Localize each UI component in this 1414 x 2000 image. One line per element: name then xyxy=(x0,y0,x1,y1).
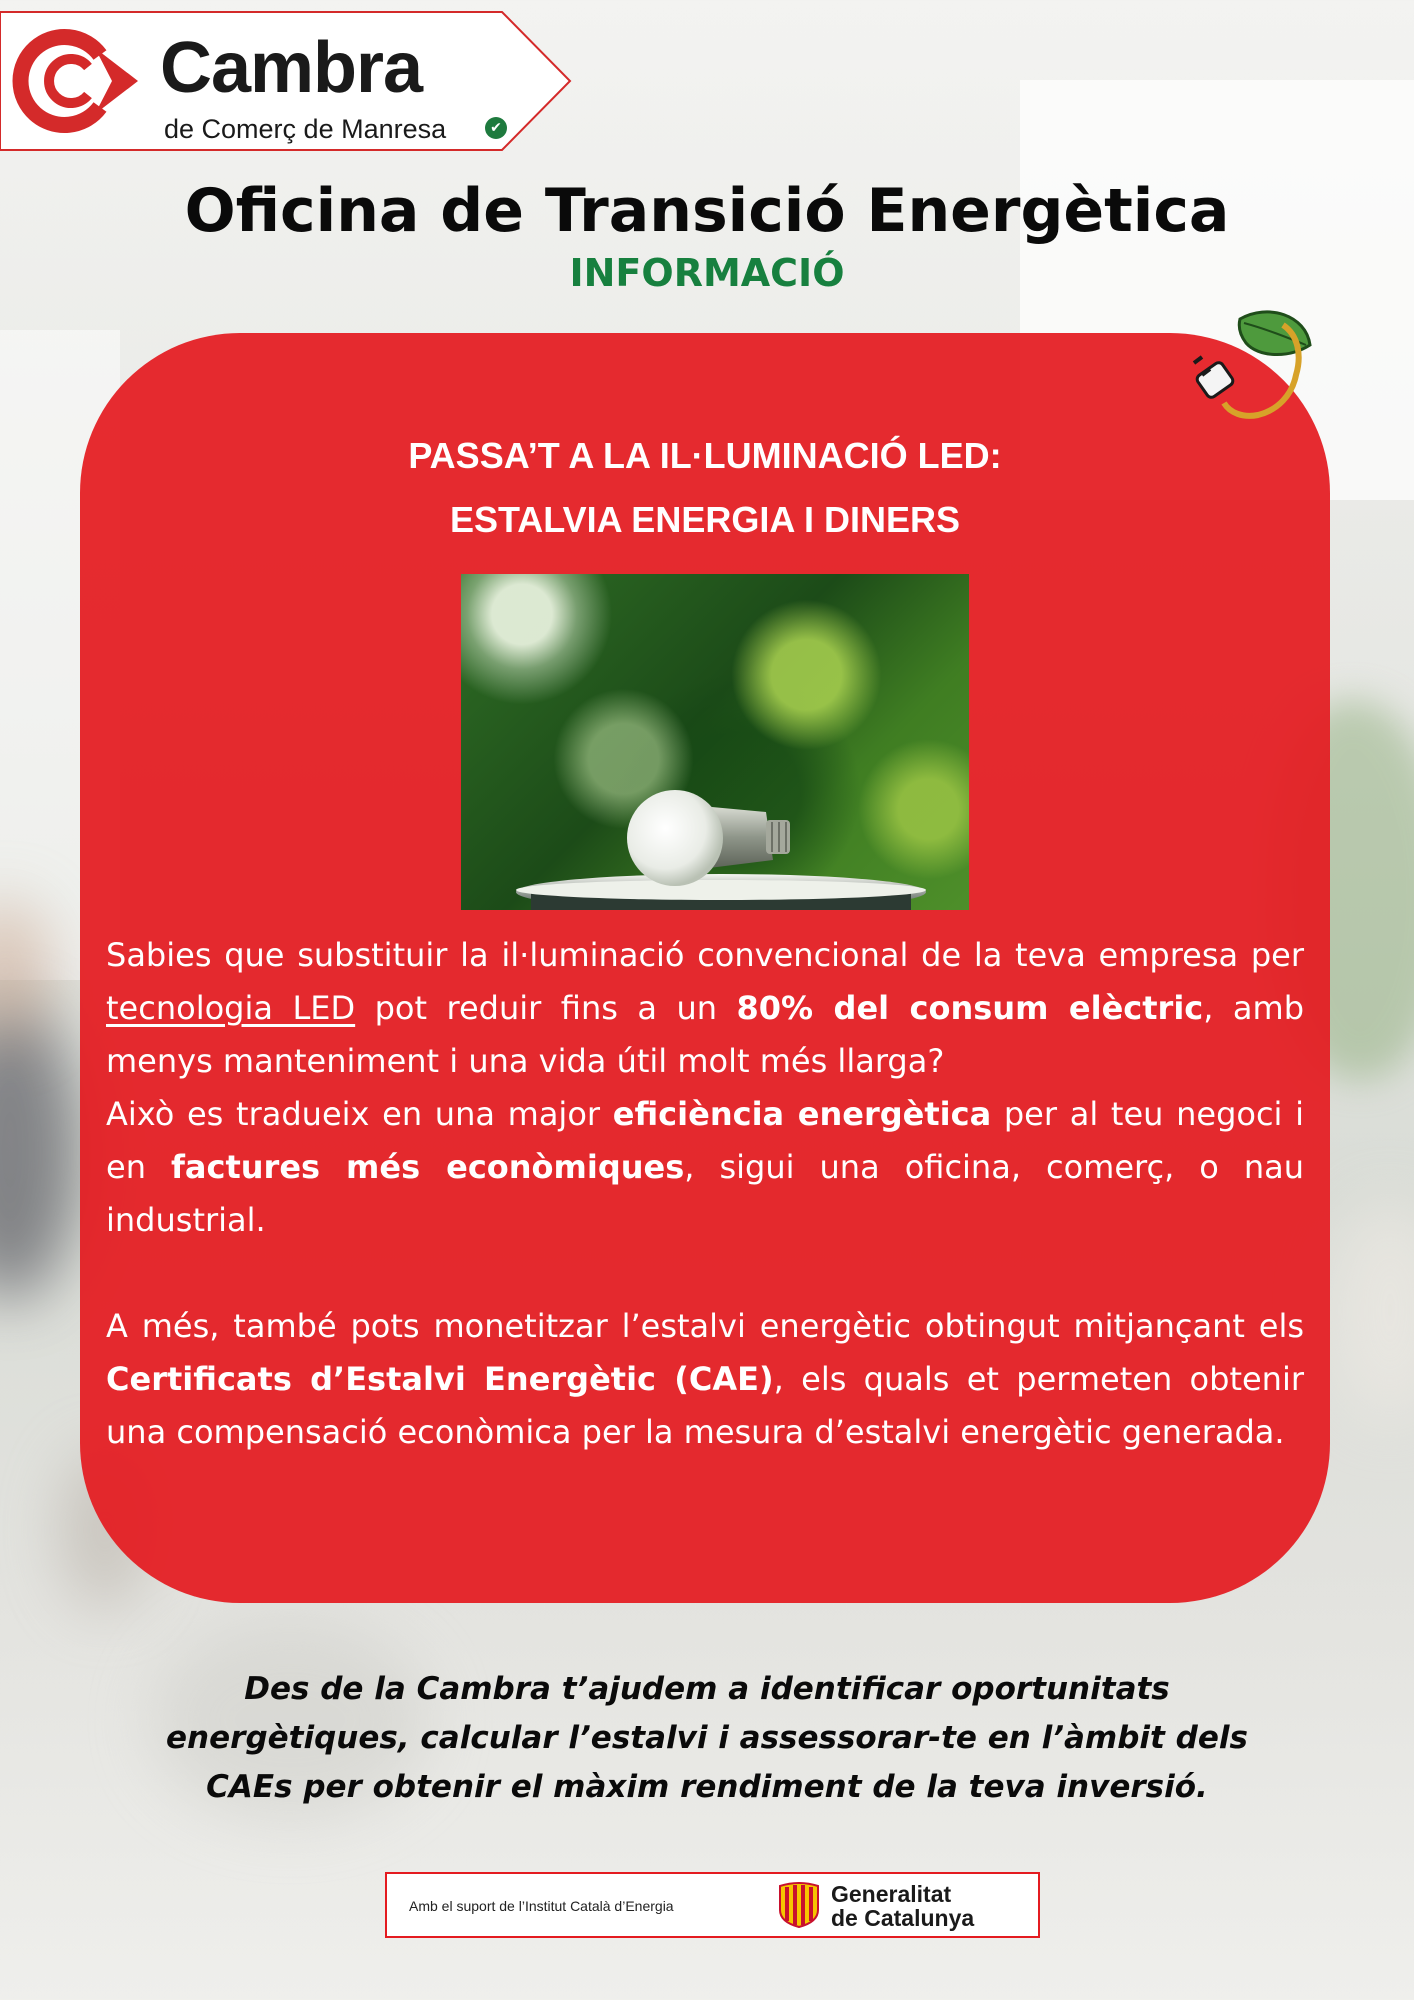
check-icon: ✔ xyxy=(485,117,507,139)
gen-line2: de Catalunya xyxy=(831,1905,975,1931)
logo-subtitle: de Comerç de Manresa xyxy=(164,114,447,144)
bold-text: eficiència energètica xyxy=(612,1095,992,1133)
closing-line: Des de la Cambra t’ajudem a identificar oportunitats xyxy=(244,1671,1170,1707)
bold-text: 80% del consum elèctric xyxy=(736,989,1204,1027)
led-bulb-photo xyxy=(461,574,969,910)
text-run: Sabies que substituir la il·luminació convencional de la teva empresa per xyxy=(106,936,1304,974)
paragraph-cae xyxy=(106,1300,1304,1459)
text-run: Això es tradueix en una major xyxy=(106,1095,613,1133)
cambra-logo[interactable] xyxy=(0,10,575,152)
card-heading-line1: PASSA’T A LA IL·LUMINACIÓ LED: xyxy=(408,435,1002,476)
text-run: per al teu negoci i en xyxy=(106,1095,1305,1186)
paragraph-led-benefits xyxy=(106,929,1304,1247)
page-title: Oficina de Transició Energètica xyxy=(184,176,1230,246)
closing-line: CAEs per obtenir el màxim rendiment de la teva inversió. xyxy=(206,1769,1208,1805)
background-person xyxy=(0,1000,80,1300)
bold-text: factures més econòmiques xyxy=(170,1148,685,1186)
closing-statement xyxy=(120,1665,1294,1812)
generalitat-name xyxy=(831,1882,974,1930)
support-text: Amb el suport de l’Institut Català d’Energia xyxy=(409,1898,674,1914)
tecnologia-led-link[interactable]: tecnologia LED xyxy=(106,989,356,1027)
logo-title: Cambra xyxy=(160,28,423,108)
text-run: , amb menys manteniment i una vida útil molt més llarga? xyxy=(106,989,1305,1080)
bold-text: Certificats d’Estalvi Energètic (CAE) xyxy=(106,1360,774,1398)
leaf-plug-icon xyxy=(1188,305,1318,430)
closing-line: energètiques, calcular l’estalvi i assessorar-te en l’àmbit dels xyxy=(166,1720,1248,1756)
background-person xyxy=(1330,1200,1414,1420)
text-run: , sigui una oficina, comerç, o nau industrial. xyxy=(106,1148,1305,1239)
text-run: A més, també pots monetitzar l’estalvi energètic obtingut mitjançant els xyxy=(106,1307,1304,1345)
sponsor-footer xyxy=(385,1872,1040,1938)
text-run: , els quals et permeten obtenir una compensació econòmica per la mesura d’estalvi energètic generada. xyxy=(106,1360,1305,1451)
card-heading-line2: ESTALVIA ENERGIA I DINERS xyxy=(449,499,961,540)
text-run: pot reduir fins a un xyxy=(355,989,737,1027)
page-subtitle: INFORMACIÓ xyxy=(569,251,845,295)
gen-line1: Generalitat xyxy=(831,1881,952,1907)
generalitat-emblem-icon xyxy=(778,1882,820,1928)
led-bulb-icon xyxy=(461,574,969,910)
